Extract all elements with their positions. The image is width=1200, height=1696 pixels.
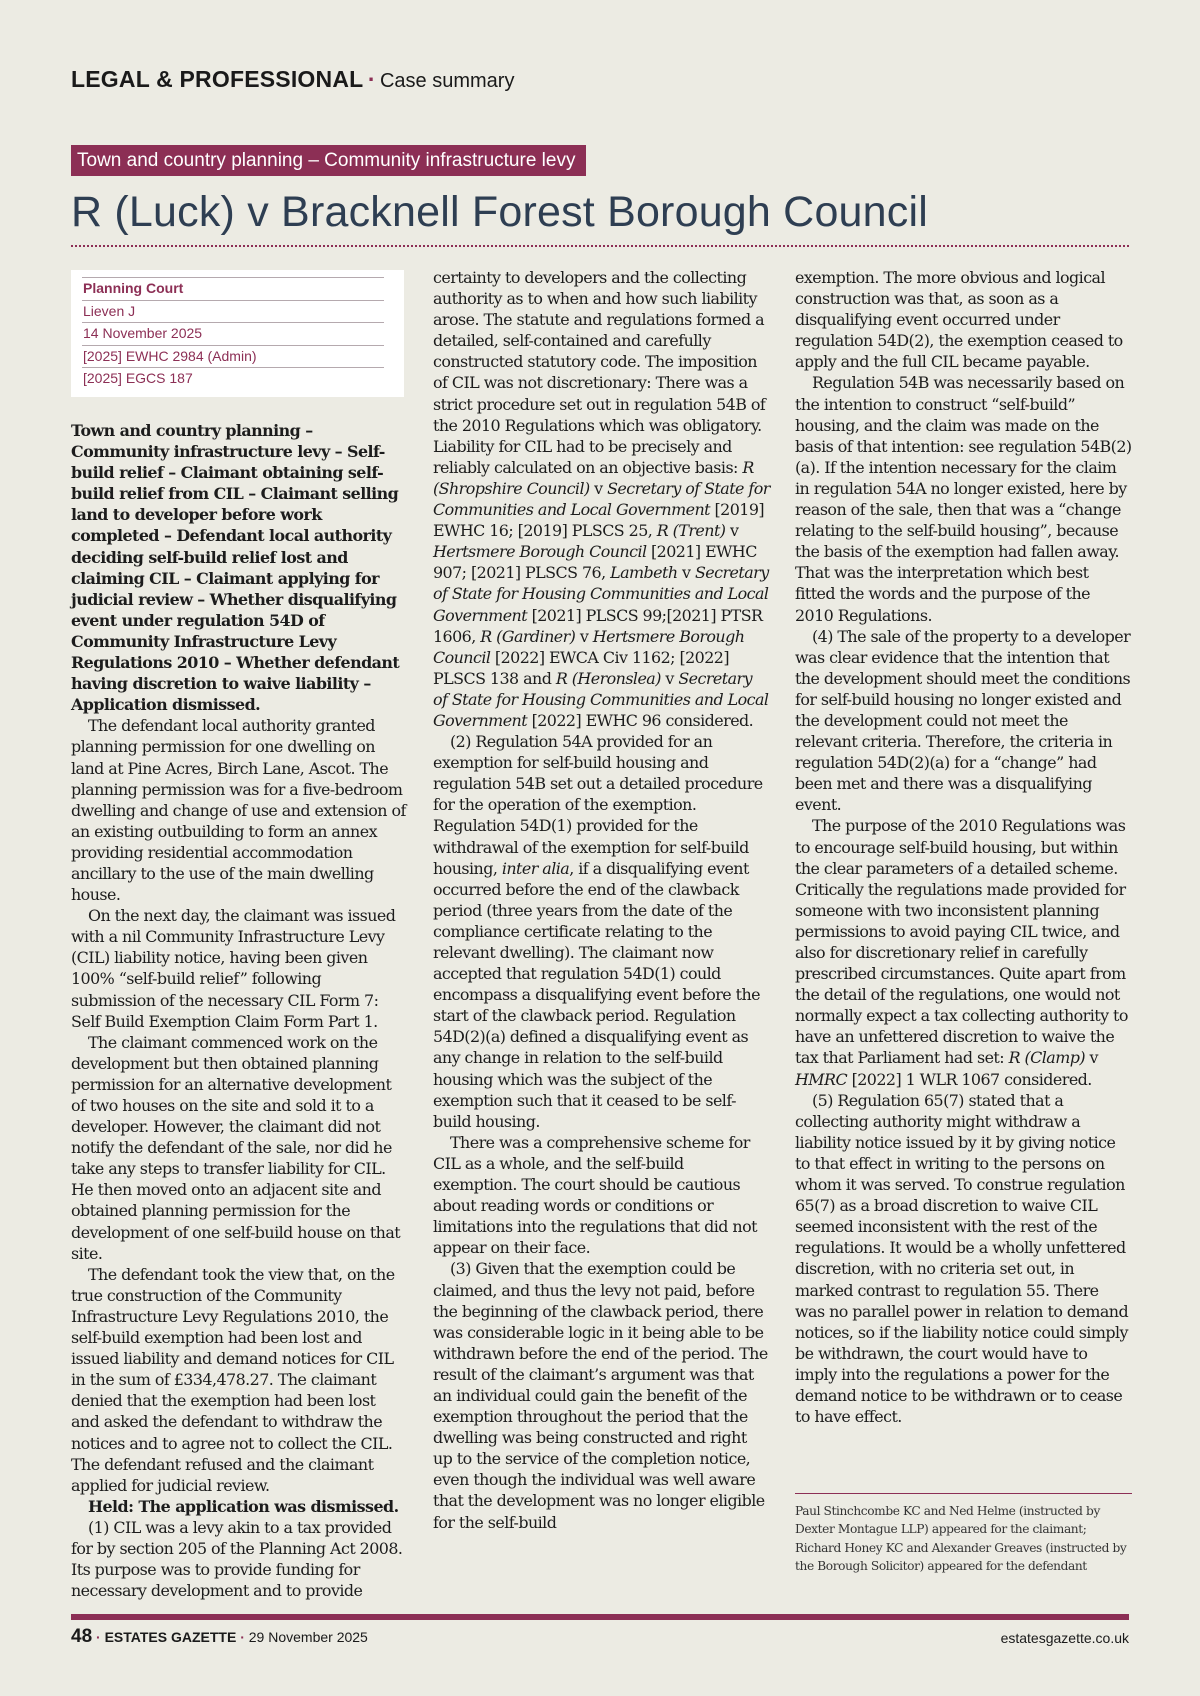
case-name: Secretary of State for Housing Communities and Local Government xyxy=(433,668,769,730)
column-1 xyxy=(71,420,408,1601)
title-divider xyxy=(71,245,1129,247)
paragraph: exemption. The more obvious and logical construction was that, as soon as a disqualifying event occurred under regulation 54D(2), the exemption ceased to apply and the full CIL became payable. xyxy=(795,268,1123,372)
case-name: Lambeth xyxy=(610,563,678,583)
website-link[interactable]: estatesgazette.co.uk xyxy=(1000,1630,1129,1646)
citation: [2022] EWCA Civ 1162; [2022] PLSCS 138 and xyxy=(433,647,729,688)
footer-separator: · xyxy=(96,1629,101,1645)
citation: [2021] EWHC 907; [2021] PLSCS 76, xyxy=(433,542,757,583)
footer-separator: · xyxy=(240,1629,245,1645)
paragraph: (1) CIL was a levy akin to a tax provided for by section 205 of the Planning Act 2008. Its purpose was to provide funding for necessary development and to provide xyxy=(71,1517,403,1601)
latin-phrase: inter alia xyxy=(501,858,570,878)
case-name: Hertsmere Borough Council xyxy=(433,542,647,562)
issue-date: 29 November 2025 xyxy=(248,1629,368,1645)
paragraph: (3) Given that the exemption could be claimed, and thus the levy not paid, before the beginning of the clawback period, there was considerable logic in it being able to be withdrawn before the end of the period. The result of the claimant’s argument was that an individual could gain the benefit of the exemption throughout the period that the dwelling was being constructed and right up to the service of the completion notice, even though the individual was well aware that the development was no longer eligible for the self-build xyxy=(433,1259,768,1532)
topic-banner: Town and country planning – Community infrastructure levy xyxy=(71,145,586,176)
text-run: The purpose of the 2010 Regulations was to encourage self-build housing, but within the clear parameters of a detailed scheme. Critically the regulations made provided for someone with two inconsistent planning permissions to avoid paying CIL twice, and also for discretionary relief in carefully prescribed circumstances. Quite apart from the detail of the regulations, one would not normally expect a tax collecting authority to have an unfettered discretion to waive the tax that Parliament had set: xyxy=(795,816,1128,1068)
versus: v xyxy=(725,521,739,541)
judgment-date: 14 November 2025 xyxy=(82,322,384,345)
citation: [2019] EWHC 16; [2019] PLSCS 25, xyxy=(433,500,765,541)
paragraph: (4) The sale of the property to a developer was clear evidence that the intention that the development should meet the conditions for self-build housing no longer existed and the development could not meet the relevant criteria. Therefore, the criteria in regulation 54D(2)(a) for a “change” had been met and there was a disqualifying event. xyxy=(795,626,1131,815)
paragraph: The defendant took the view that, on the true construction of the Community Infrastructure Levy Regulations 2010, the self-build exemption had been lost and issued liability and demand notices for CIL in the sum of £334,478.27. The claimant denied that the exemption had been lost and asked the defendant to withdraw the notices and to agree not to collect the CIL. The defendant refused and the claimant applied for judicial review. xyxy=(71,1264,395,1495)
text-run: certainty to developers and the collecting authority as to when and how such liability arose. The statute and regulations formed a detailed, self-contained and carefully constructed statutory code. The imposition of CIL was not discretionary: There was a strict procedure set out in regulation 54B of the 2010 Regulations which was obligatory. Liability for CIL had to be precisely and reliably calculated on an objective basis: xyxy=(433,268,766,477)
text-run: (2) Regulation 54A provided for an exemption for self-build housing and regulation 54B set out a detailed procedure for the operation of the exemption. Regulation 54D(1) provided for the withdrawal of the exemption for self-build housing, xyxy=(433,732,763,878)
versus: v xyxy=(1085,1048,1098,1068)
court-name: Planning Court xyxy=(82,277,384,300)
header-separator: · xyxy=(367,66,376,92)
paragraph: The defendant local authority granted planning permission for one dwelling on land at Pine Acres, Birch Lane, Ascot. The planning permission was for a five-bedroom dwelling and change of use and extension of an existing outbuilding to form an annex providing residential accommodation ancillary to the use of the main dwelling house. xyxy=(71,716,406,905)
paragraph xyxy=(433,267,770,731)
paragraph xyxy=(795,815,1132,1089)
case-name: R (Clamp) xyxy=(1008,1048,1085,1068)
case-info-box xyxy=(71,270,404,397)
case-name: R (Shropshire Council) xyxy=(433,457,754,498)
subsection-label: Case summary xyxy=(379,70,515,92)
text-run: , if a disqualifying event occurred before the end of the clawback period (three years from the date of the compliance certificate relating to the relevant dwelling). The claimant now accepted that regulation 54D(1) could encompass a disqualifying event before the start of the clawback period. Regulation 54D(2)(a) defined a disqualifying event as any change in relation to the self-build housing which was the subject of the exemption such that it ceased to be self-build housing. xyxy=(433,858,761,1131)
column-3 xyxy=(795,267,1132,1427)
versus: v xyxy=(575,626,593,646)
held-statement: Held: The application was dismissed. xyxy=(88,1496,399,1516)
citation: [2021] PLSCS 99;[2021] PTSR 1606, xyxy=(433,605,763,646)
judge-name: Lieven J xyxy=(82,300,384,323)
paragraph: The claimant commenced work on the development but then obtained planning permission for an alternative development of two houses on the site and sold it to a developer. However, the claimant did not notify the defendant of the sale, nor did he take any steps to transfer liability for CIL. He then moved onto an adjacent site and obtained planning permission for the development of one self-build house on that site. xyxy=(71,1032,401,1263)
publication-name: ESTATES GAZETTE xyxy=(104,1629,237,1645)
neutral-citation: [2025] EWHC 2984 (Admin) xyxy=(82,345,384,368)
paragraph xyxy=(433,731,770,1132)
citation: [2022] EWHC 96 considered. xyxy=(527,710,754,730)
counsel-note: Paul Stinchcombe KC and Ned Helme (instructed by Dexter Montague LLP) appeared for the claimant; Richard Honey KC and Alexander Greaves (instructed by the Borough Solicitor) appeared for the defendant xyxy=(795,1493,1132,1576)
versus: v xyxy=(589,478,608,498)
page-header xyxy=(71,66,514,93)
egcs-citation: [2025] EGCS 187 xyxy=(82,367,384,390)
catchwords: Town and country planning – Community infrastructure levy – Self-build relief – Claimant obtaining self-build relief from CIL – Claimant selling land to developer before work completed – Defendant local authority deciding self-build relief lost and claiming CIL – Claimant applying for judicial review – Whether disqualifying event under regulation 54D of Community Infrastructure Levy Regulations 2010 – Whether defendant having discretion to waive liability – Application dismissed. xyxy=(71,421,400,715)
case-name: Secretary of State for Housing Communities and Local Government xyxy=(433,563,769,625)
paragraph: (5) Regulation 65(7) stated that a collecting authority might withdraw a liability notice issued by it by giving notice to that effect in writing to the persons on whom it was served. To construe regulation 65(7) as a broad discretion to waive CIL seemed inconsistent with the rest of the regulations. It would be a wholly unfettered discretion, with no criteria set out, in marked contrast to regulation 55. There was no parallel power in relation to demand notices, so if the liability notice could simply be withdrawn, the court would have to imply into the regulations a power for the demand notice to be withdrawn or to cease to have effect. xyxy=(795,1090,1129,1427)
paragraph: There was a comprehensive scheme for CIL as a whole, and the self-build exemption. The court should be cautious about reading words or conditions or limitations into the regulations that did not appear on their face. xyxy=(433,1132,757,1258)
article-title: R (Luck) v Bracknell Forest Borough Council xyxy=(71,188,928,236)
footer-rule xyxy=(71,1614,1129,1620)
case-name: Hertsmere Borough Council xyxy=(433,626,745,667)
column-2 xyxy=(433,267,770,1533)
case-name: HMRC xyxy=(795,1069,848,1089)
case-name: R (Gardiner) xyxy=(480,626,576,646)
paragraph: On the next day, the claimant was issued with a nil Community Infrastructure Levy (CIL) liability notice, having been given 100% “self-build relief” following submission of the necessary CIL Form 7: Self Build Exemption Claim Form Part 1. xyxy=(71,906,396,1031)
page-number: 48 xyxy=(71,1626,93,1647)
paragraph: Regulation 54B was necessarily based on the intention to construct “self-build” housing, and the claim was made on the basis of that intention: see regulation 54B(2)(a). If the intention necessary for the claim in regulation 54A no longer existed, here by reason of the sale, then that was a “change relating to the self-build housing”, because the basis of the exemption had fallen away. That was the interpretation which best fitted the words and the purpose of the 2010 Regulations. xyxy=(795,373,1132,625)
citation: [2022] 1 WLR 1067 considered. xyxy=(847,1069,1092,1089)
section-label: LEGAL & PROFESSIONAL xyxy=(71,66,364,92)
versus: v xyxy=(677,563,695,583)
case-name: R (Heronslea) xyxy=(555,668,661,688)
versus: v xyxy=(660,668,679,688)
case-name: Secretary of State for Communities and Local Government xyxy=(433,478,770,520)
footer-left xyxy=(71,1626,368,1648)
case-name: R (Trent) xyxy=(656,521,726,541)
